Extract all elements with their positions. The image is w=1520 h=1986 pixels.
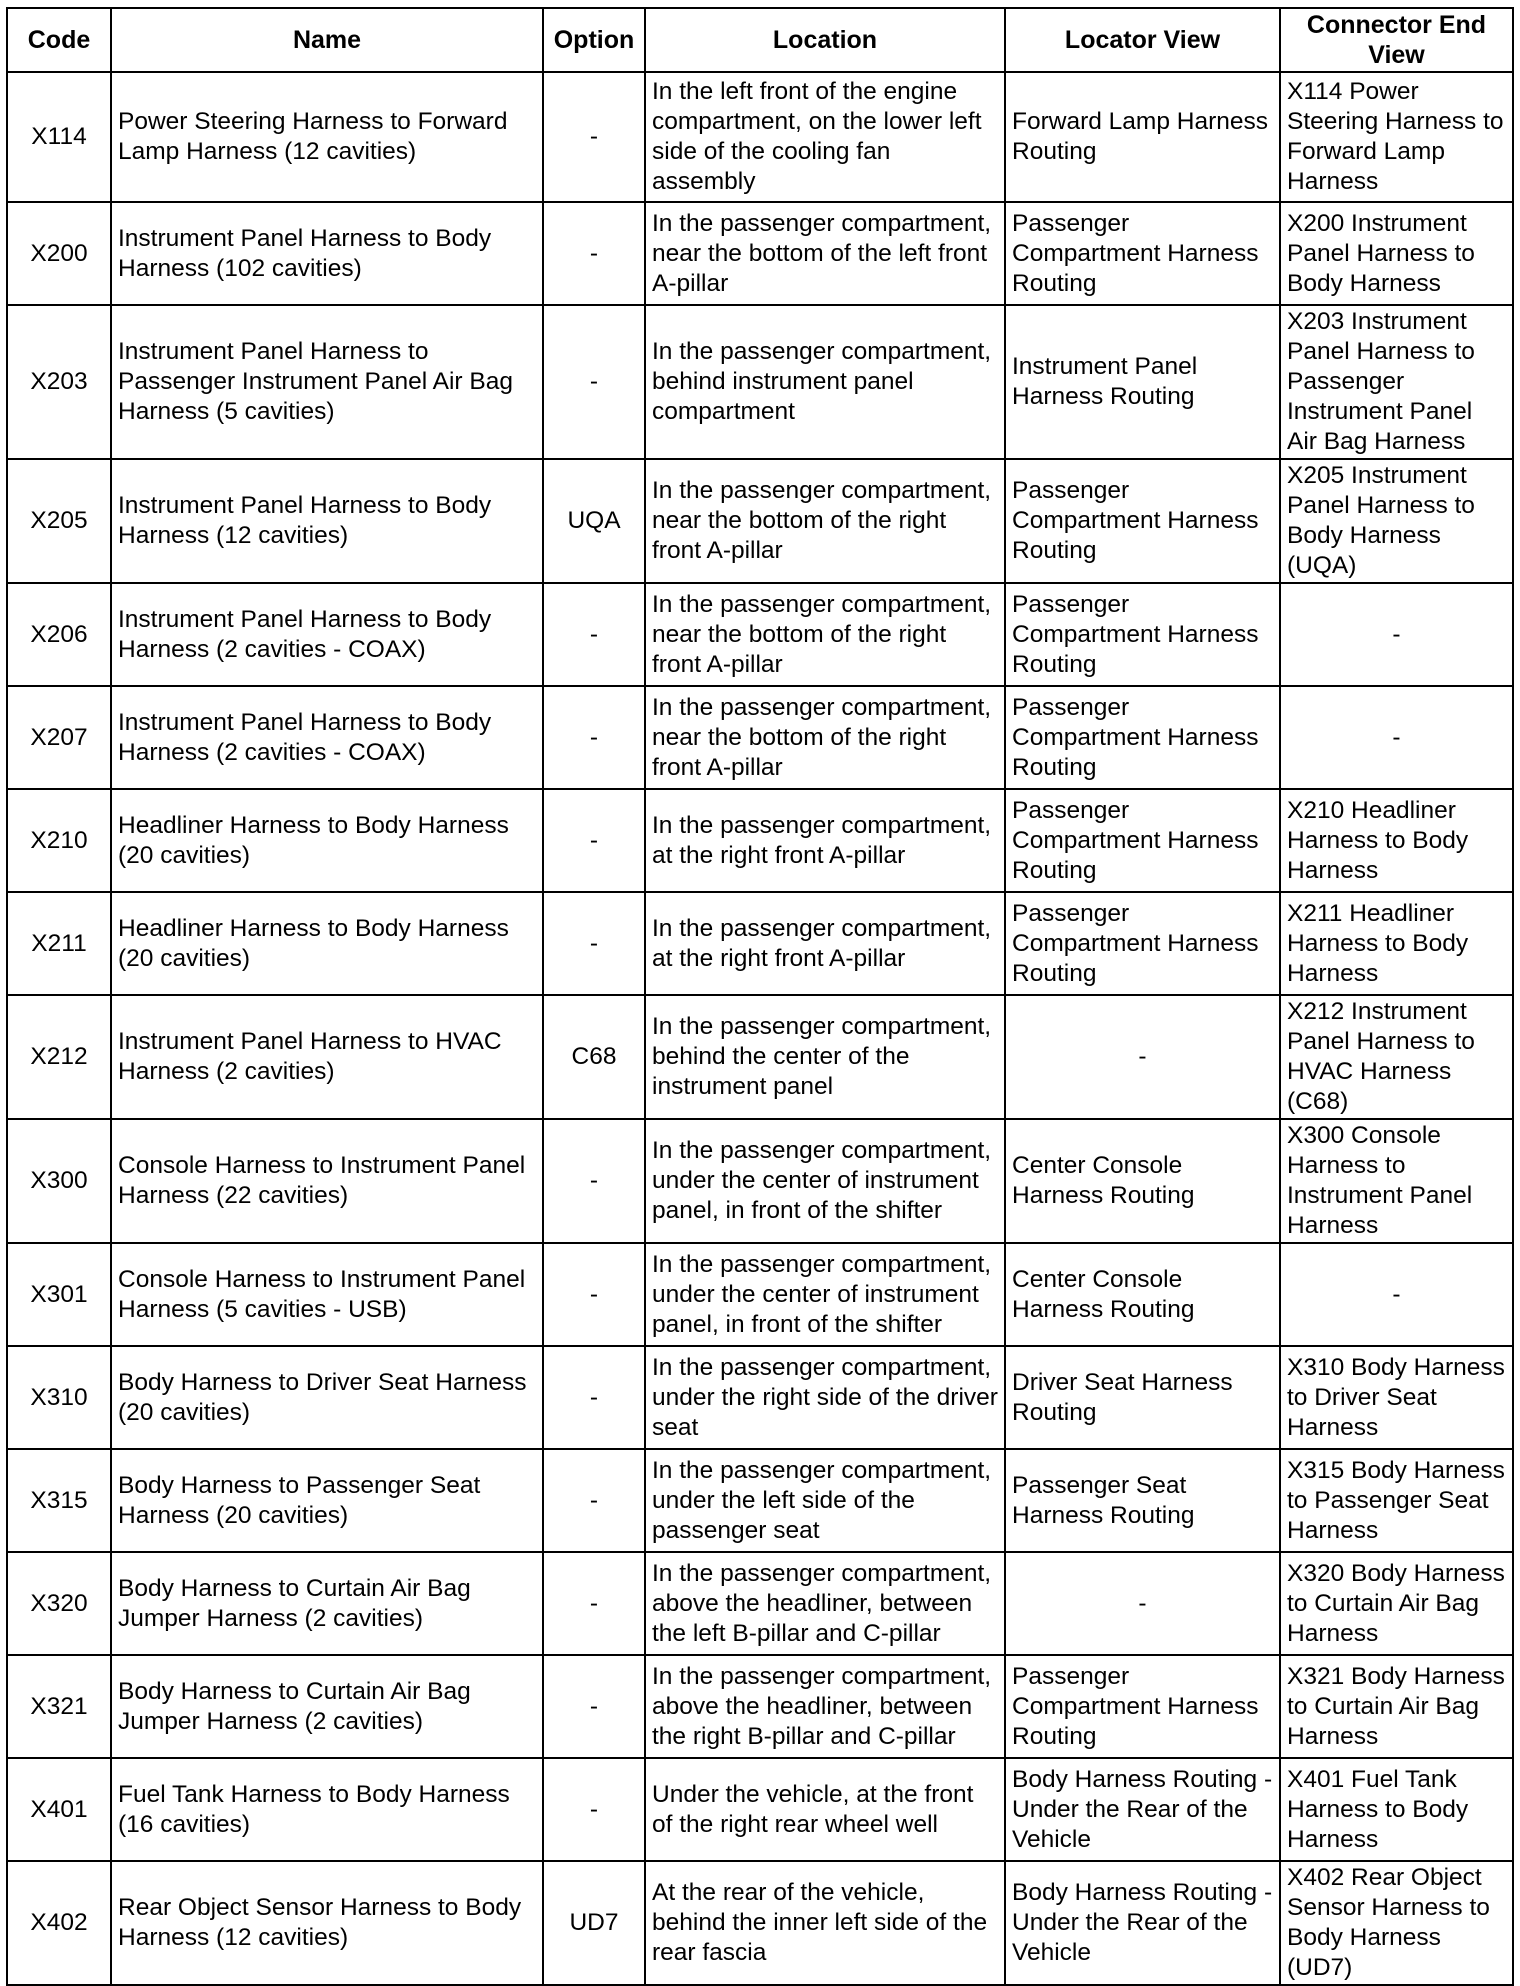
cell-code: X203: [7, 305, 111, 459]
cell-code: X402: [7, 1861, 111, 1985]
table-row: [7, 583, 1513, 686]
cell-option: UD7: [543, 1861, 645, 1985]
cell-location: In the passenger compartment, near the bottom of the left front A-pillar: [645, 202, 1005, 305]
cell-option: -: [543, 1346, 645, 1449]
cell-name: Body Harness to Curtain Air Bag Jumper Harness (2 cavities): [111, 1655, 543, 1758]
header-locator-view: Locator View: [1005, 8, 1280, 72]
cell-location: In the left front of the engine compartment, on the lower left side of the cooling fan assembly: [645, 72, 1005, 202]
header-option: Option: [543, 8, 645, 72]
cell-code: X310: [7, 1346, 111, 1449]
cell-connector-end-view: -: [1280, 1243, 1513, 1346]
header-connector-end-view: Connector End View: [1280, 8, 1513, 72]
cell-option: -: [543, 1119, 645, 1243]
cell-location: Under the vehicle, at the front of the right rear wheel well: [645, 1758, 1005, 1861]
cell-option: -: [543, 72, 645, 202]
cell-name: Console Harness to Instrument Panel Harness (5 cavities - USB): [111, 1243, 543, 1346]
cell-option: UQA: [543, 459, 645, 583]
cell-connector-end-view: X203 Instrument Panel Harness to Passenger Instrument Panel Air Bag Harness: [1280, 305, 1513, 459]
cell-connector-end-view: X315 Body Harness to Passenger Seat Harness: [1280, 1449, 1513, 1552]
cell-connector-end-view: X200 Instrument Panel Harness to Body Harness: [1280, 202, 1513, 305]
header-code: Code: [7, 8, 111, 72]
cell-location: In the passenger compartment, above the headliner, between the left B-pillar and C-pillar: [645, 1552, 1005, 1655]
cell-location: In the passenger compartment, behind instrument panel compartment: [645, 305, 1005, 459]
cell-option: -: [543, 305, 645, 459]
table-row: [7, 305, 1513, 459]
cell-code: X200: [7, 202, 111, 305]
cell-code: X114: [7, 72, 111, 202]
cell-option: -: [543, 1758, 645, 1861]
cell-option: -: [543, 1655, 645, 1758]
cell-code: X301: [7, 1243, 111, 1346]
table-row: [7, 1346, 1513, 1449]
cell-name: Body Harness to Passenger Seat Harness (20 cavities): [111, 1449, 543, 1552]
cell-option: -: [543, 1449, 645, 1552]
table-body: [7, 72, 1513, 1985]
cell-location: In the passenger compartment, at the right front A-pillar: [645, 892, 1005, 995]
cell-code: X212: [7, 995, 111, 1119]
cell-name: Instrument Panel Harness to Body Harness (2 cavities - COAX): [111, 583, 543, 686]
cell-locator-view: Instrument Panel Harness Routing: [1005, 305, 1280, 459]
cell-connector-end-view: X402 Rear Object Sensor Harness to Body Harness (UD7): [1280, 1861, 1513, 1985]
cell-locator-view: Body Harness Routing - Under the Rear of the Vehicle: [1005, 1861, 1280, 1985]
table-row: [7, 72, 1513, 202]
table-row: [7, 686, 1513, 789]
cell-code: X321: [7, 1655, 111, 1758]
cell-connector-end-view: X401 Fuel Tank Harness to Body Harness: [1280, 1758, 1513, 1861]
cell-connector-end-view: X114 Power Steering Harness to Forward Lamp Harness: [1280, 72, 1513, 202]
cell-name: Body Harness to Curtain Air Bag Jumper Harness (2 cavities): [111, 1552, 543, 1655]
cell-location: In the passenger compartment, above the headliner, between the right B-pillar and C-pillar: [645, 1655, 1005, 1758]
cell-option: -: [543, 1243, 645, 1346]
cell-option: C68: [543, 995, 645, 1119]
cell-connector-end-view: X300 Console Harness to Instrument Panel Harness: [1280, 1119, 1513, 1243]
cell-code: X320: [7, 1552, 111, 1655]
cell-locator-view: -: [1005, 995, 1280, 1119]
connector-table-sheet: [6, 7, 1512, 1986]
cell-location: In the passenger compartment, under the center of instrument panel, in front of the shifter: [645, 1119, 1005, 1243]
cell-locator-view: Forward Lamp Harness Routing: [1005, 72, 1280, 202]
cell-code: X211: [7, 892, 111, 995]
cell-connector-end-view: X205 Instrument Panel Harness to Body Harness (UQA): [1280, 459, 1513, 583]
table-row: [7, 892, 1513, 995]
cell-name: Instrument Panel Harness to Body Harness (102 cavities): [111, 202, 543, 305]
cell-connector-end-view: -: [1280, 583, 1513, 686]
cell-name: Headliner Harness to Body Harness (20 cavities): [111, 892, 543, 995]
cell-location: In the passenger compartment, behind the center of the instrument panel: [645, 995, 1005, 1119]
cell-connector-end-view: X212 Instrument Panel Harness to HVAC Harness (C68): [1280, 995, 1513, 1119]
table-row: [7, 1449, 1513, 1552]
cell-locator-view: Passenger Seat Harness Routing: [1005, 1449, 1280, 1552]
table-row: [7, 789, 1513, 892]
cell-code: X210: [7, 789, 111, 892]
cell-option: -: [543, 583, 645, 686]
cell-name: Instrument Panel Harness to Passenger Instrument Panel Air Bag Harness (5 cavities): [111, 305, 543, 459]
table-row: [7, 995, 1513, 1119]
cell-location: In the passenger compartment, near the bottom of the right front A-pillar: [645, 686, 1005, 789]
cell-name: Power Steering Harness to Forward Lamp Harness (12 cavities): [111, 72, 543, 202]
cell-locator-view: Passenger Compartment Harness Routing: [1005, 1655, 1280, 1758]
cell-option: -: [543, 789, 645, 892]
cell-locator-view: Center Console Harness Routing: [1005, 1119, 1280, 1243]
cell-locator-view: Passenger Compartment Harness Routing: [1005, 686, 1280, 789]
cell-name: Instrument Panel Harness to Body Harness (2 cavities - COAX): [111, 686, 543, 789]
cell-connector-end-view: X310 Body Harness to Driver Seat Harness: [1280, 1346, 1513, 1449]
cell-code: X315: [7, 1449, 111, 1552]
cell-locator-view: Passenger Compartment Harness Routing: [1005, 789, 1280, 892]
cell-locator-view: Driver Seat Harness Routing: [1005, 1346, 1280, 1449]
cell-name: Fuel Tank Harness to Body Harness (16 cavities): [111, 1758, 543, 1861]
cell-option: -: [543, 686, 645, 789]
cell-code: X206: [7, 583, 111, 686]
cell-code: X300: [7, 1119, 111, 1243]
table-row: [7, 1861, 1513, 1985]
cell-locator-view: Passenger Compartment Harness Routing: [1005, 583, 1280, 686]
cell-location: In the passenger compartment, under the left side of the passenger seat: [645, 1449, 1005, 1552]
cell-connector-end-view: X211 Headliner Harness to Body Harness: [1280, 892, 1513, 995]
cell-code: X401: [7, 1758, 111, 1861]
cell-location: In the passenger compartment, under the right side of the driver seat: [645, 1346, 1005, 1449]
cell-location: At the rear of the vehicle, behind the inner left side of the rear fascia: [645, 1861, 1005, 1985]
table-row: [7, 1655, 1513, 1758]
table-row: [7, 1758, 1513, 1861]
cell-name: Console Harness to Instrument Panel Harness (22 cavities): [111, 1119, 543, 1243]
table-row: [7, 1243, 1513, 1346]
cell-locator-view: -: [1005, 1552, 1280, 1655]
cell-option: -: [543, 1552, 645, 1655]
cell-locator-view: Passenger Compartment Harness Routing: [1005, 892, 1280, 995]
cell-location: In the passenger compartment, at the right front A-pillar: [645, 789, 1005, 892]
cell-locator-view: Passenger Compartment Harness Routing: [1005, 459, 1280, 583]
header-location: Location: [645, 8, 1005, 72]
cell-connector-end-view: X321 Body Harness to Curtain Air Bag Harness: [1280, 1655, 1513, 1758]
cell-connector-end-view: X320 Body Harness to Curtain Air Bag Harness: [1280, 1552, 1513, 1655]
cell-location: In the passenger compartment, near the bottom of the right front A-pillar: [645, 583, 1005, 686]
cell-code: X205: [7, 459, 111, 583]
table-row: [7, 202, 1513, 305]
cell-location: In the passenger compartment, under the center of instrument panel, in front of the shifter: [645, 1243, 1005, 1346]
header-row: [7, 8, 1513, 72]
cell-option: -: [543, 892, 645, 995]
connector-table: [6, 7, 1514, 1986]
cell-locator-view: Body Harness Routing - Under the Rear of the Vehicle: [1005, 1758, 1280, 1861]
cell-connector-end-view: X210 Headliner Harness to Body Harness: [1280, 789, 1513, 892]
table-row: [7, 459, 1513, 583]
cell-name: Rear Object Sensor Harness to Body Harness (12 cavities): [111, 1861, 543, 1985]
cell-locator-view: Passenger Compartment Harness Routing: [1005, 202, 1280, 305]
cell-name: Headliner Harness to Body Harness (20 cavities): [111, 789, 543, 892]
cell-locator-view: Center Console Harness Routing: [1005, 1243, 1280, 1346]
cell-location: In the passenger compartment, near the bottom of the right front A-pillar: [645, 459, 1005, 583]
table-row: [7, 1552, 1513, 1655]
table-row: [7, 1119, 1513, 1243]
cell-option: -: [543, 202, 645, 305]
cell-connector-end-view: -: [1280, 686, 1513, 789]
cell-name: Instrument Panel Harness to Body Harness (12 cavities): [111, 459, 543, 583]
cell-name: Body Harness to Driver Seat Harness (20 cavities): [111, 1346, 543, 1449]
cell-code: X207: [7, 686, 111, 789]
cell-name: Instrument Panel Harness to HVAC Harness (2 cavities): [111, 995, 543, 1119]
header-name: Name: [111, 8, 543, 72]
